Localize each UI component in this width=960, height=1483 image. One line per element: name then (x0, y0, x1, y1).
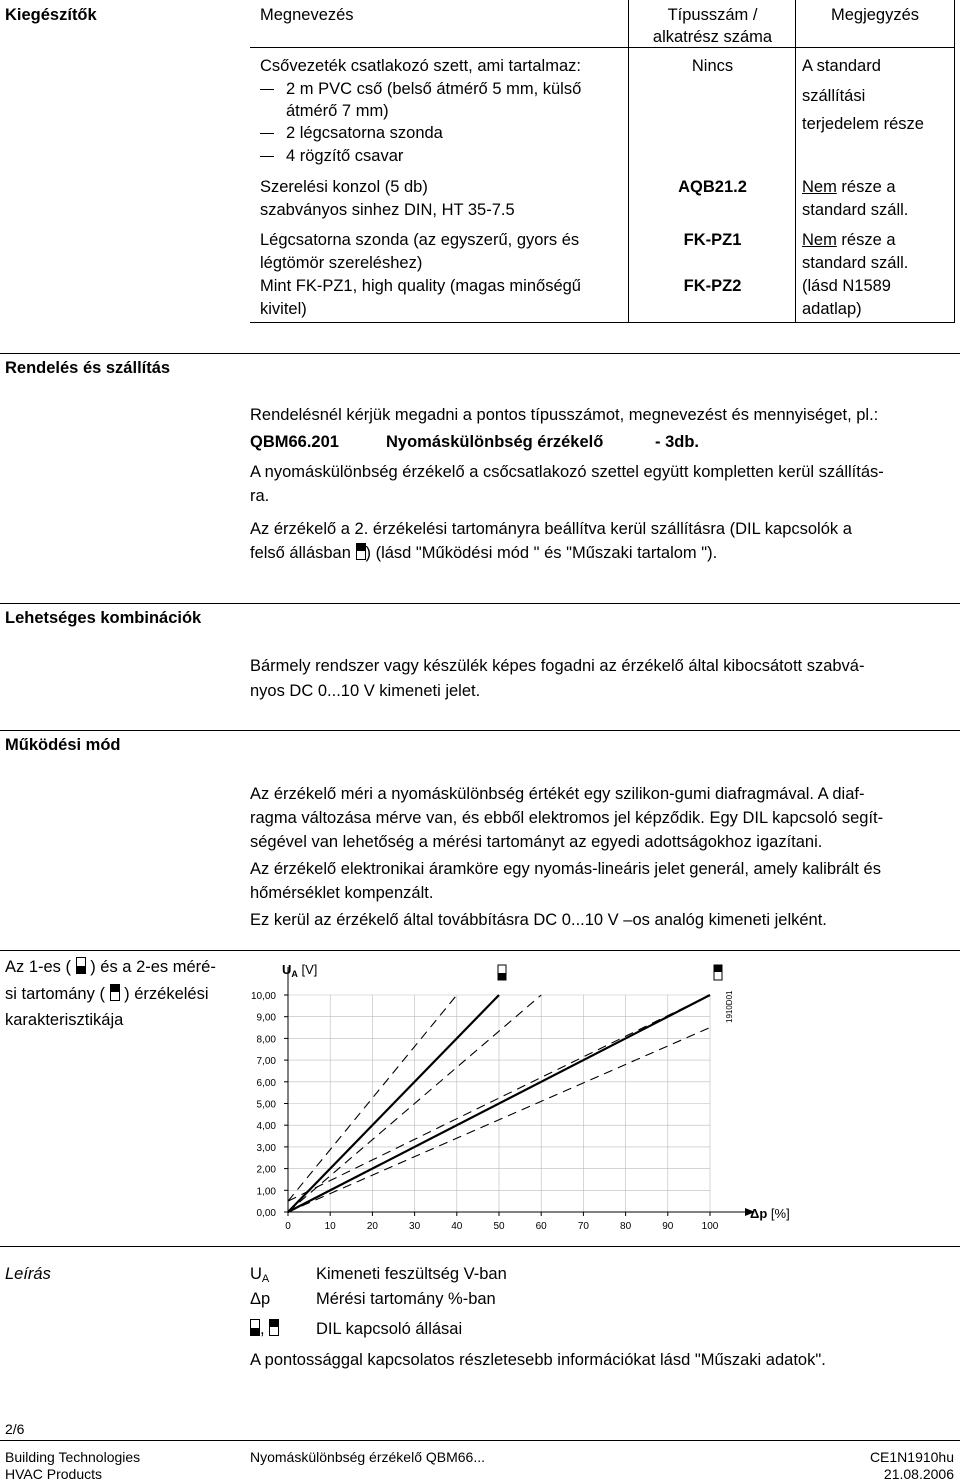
row3-note: Nem része a (802, 231, 896, 249)
page-number: 2/6 (5, 1421, 25, 1437)
chart-y-ticks (251, 991, 288, 1219)
section-title-legend: Leírás (5, 1265, 51, 1283)
table-rule (250, 322, 955, 323)
footer-product: Nyomáskülönbség érzékelő QBM66... (250, 1449, 485, 1465)
table-divider (954, 0, 955, 323)
operation-text: hőmérséklet kompenzált. (250, 884, 434, 902)
y-tick-label: 5,00 (256, 1099, 276, 1111)
row2-name: szabványos sinhez DIN, HT 35-7.5 (260, 201, 515, 219)
section-title-operation: Működési mód (5, 736, 121, 754)
x-tick-label: 70 (577, 1221, 589, 1232)
y-axis-label: $U_A$ [V] (282, 962, 318, 979)
x-tick-label: 30 (409, 1221, 421, 1232)
footer-date: 21.08.2006 (883, 1466, 954, 1482)
x-tick-label: 60 (535, 1221, 547, 1232)
section-rule (0, 353, 960, 354)
row3-type-1: FK-PZ1 (683, 231, 742, 249)
section-title-combinations: Lehetséges kombinációk (5, 609, 202, 627)
y-tick-label: 2,00 (256, 1164, 276, 1176)
ordering-text: ra. (250, 487, 270, 505)
characteristic-label: Az 1-es ( ) és a 2-es méré- (5, 958, 216, 976)
row1-item: 2 légcsatorna szonda (260, 122, 443, 145)
table-divider (628, 0, 629, 323)
table-divider (795, 0, 796, 323)
chart-x-ticks (285, 1212, 719, 1232)
bullet-dash (260, 156, 274, 157)
operation-text: ragma változása mérve van, és ebből elektromos jel képződik. Egy DIL kapcsoló segít- (250, 809, 884, 827)
combinations-text: Bármely rendszer vagy készülék képes fogadni az érzékelő által kibocsátott szabvá- (250, 657, 865, 675)
x-tick-label: 0 (285, 1221, 291, 1232)
section-rule (0, 1246, 960, 1247)
row1-title: Csővezeték csatlakozó szett, ami tartalmaz: (260, 57, 581, 75)
row2-note: Nem része a (802, 178, 896, 196)
dil-switch-up-icon (356, 543, 366, 560)
x-tick-label: 20 (366, 1221, 378, 1232)
dil-switch-down-icon (498, 965, 506, 980)
row2-type: AQB21.2 (678, 178, 747, 196)
operation-text: ségével van lehetőség a mérési tartományt az egyedi adottságokhoz igazítani. (250, 833, 823, 851)
row3-note: (lásd N1589 (802, 277, 891, 295)
ordering-example-name: Nyomáskülönbség érzékelő (386, 433, 604, 451)
y-tick-label: 10,00 (250, 991, 276, 1002)
row1-note: terjedelem része (802, 115, 924, 133)
footer-rule (0, 1440, 960, 1441)
operation-text: Az érzékelő méri a nyomáskülönbség értékét egy szilikon-gumi diafragmával. A diaf- (250, 785, 865, 803)
bullet-dash (260, 89, 274, 90)
row3-name: kivitel) (260, 300, 307, 318)
row3-name: Légcsatorna szonda (az egyszerű, gyors és (260, 231, 580, 249)
characteristic-chart (240, 955, 800, 1240)
y-tick-label: 6,00 (256, 1077, 276, 1089)
row1-type: Nincs (691, 57, 734, 75)
legend-dp-desc: Mérési tartomány %-ban (316, 1290, 496, 1308)
bullet-dash (260, 133, 274, 134)
characteristic-label: si tartomány ( ) érzékelési (5, 985, 209, 1003)
row2-name: Szerelési konzol (5 db) (260, 178, 428, 196)
legend-ua-desc: Kimeneti feszültség V-ban (316, 1265, 507, 1283)
x-tick-label: 80 (620, 1221, 632, 1232)
dil-switch-down-icon (250, 1319, 260, 1336)
x-tick-label: 90 (662, 1221, 674, 1232)
dil-switch-down-icon (76, 957, 86, 974)
footer-doc-code: CE1N1910hu (869, 1449, 954, 1465)
x-tick-label: 50 (493, 1221, 505, 1232)
x-tick-label: 10 (324, 1221, 336, 1232)
x-tick-label: 40 (451, 1221, 463, 1232)
legend-note: A pontossággal kapcsolatos részletesebb információkat lásd "Műszaki adatok". (250, 1351, 826, 1369)
footer-division: HVAC Products (5, 1466, 102, 1482)
row1-item: 2 m PVC cső (belső átmérő 5 mm, külső (260, 78, 581, 101)
section-rule (0, 730, 960, 731)
y-tick-label: 4,00 (256, 1121, 276, 1133)
row1-note: A standard (802, 57, 881, 75)
footer-company: Building Technologies (5, 1449, 141, 1465)
section-title-accessories: Kiegészítők (5, 6, 97, 24)
section-rule (0, 950, 960, 951)
y-tick-label: 0,00 (256, 1208, 276, 1219)
ordering-example-code: QBM66.201 (250, 433, 339, 451)
col-header-name: Megnevezés (260, 6, 354, 24)
row3-name: Mint FK-PZ1, high quality (magas minőségű (260, 277, 581, 295)
y-tick-label: 1,00 (256, 1186, 276, 1198)
row3-note: standard száll. (802, 254, 909, 272)
ordering-text: A nyomáskülönbség érzékelő a csőcsatlakozó szettel együtt kompletten kerül szállítás- (250, 463, 884, 481)
row1-item: 4 rögzítő csavar (260, 145, 403, 168)
ordering-text: Az érzékelő a 2. érzékelési tartományra beállítva kerül szállításra (DIL kapcsolók a (250, 520, 852, 538)
operation-text: Az érzékelő elektronikai áramköre egy nyomás-lineáris jelet generál, amely kalibrált és (250, 860, 881, 878)
chart-code: 1910D01 (725, 990, 734, 1023)
row3-type-2: FK-PZ2 (683, 277, 742, 295)
characteristic-label: karakterisztikája (5, 1011, 124, 1029)
legend-dil-desc: DIL kapcsoló állásai (316, 1320, 463, 1338)
x-axis-label: Δp [%] (750, 1206, 790, 1221)
col-header-note: Megjegyzés (830, 6, 920, 24)
combinations-text: nyos DC 0...10 V kimeneti jelet. (250, 682, 481, 700)
ordering-example-qty: - 3db. (655, 433, 699, 451)
x-tick-label: 100 (701, 1221, 719, 1232)
col-header-type-1: Típusszám / (667, 6, 758, 24)
y-tick-label: 8,00 (256, 1034, 276, 1046)
row1-note: szállítási (802, 87, 866, 105)
dil-switch-up-icon (110, 984, 120, 1001)
ordering-text: Rendelésnél kérjük megadni a pontos típusszámot, megnevezést és mennyiséget, pl.: (250, 406, 879, 424)
row1-item: átmérő 7 mm) (286, 102, 389, 120)
y-tick-label: 9,00 (256, 1012, 276, 1024)
dil-switch-up-icon (269, 1319, 279, 1336)
row2-note: standard száll. (802, 201, 909, 219)
operation-text: Ez kerül az érzékelő által továbbításra DC 0...10 V –os analóg kimeneti jelként. (250, 911, 827, 929)
y-tick-label: 3,00 (256, 1142, 276, 1154)
section-title-ordering: Rendelés és szállítás (5, 359, 171, 377)
row3-name: légtömör szereléshez) (260, 254, 423, 272)
section-rule (0, 603, 960, 604)
col-header-type-2: alkatrész száma (652, 28, 773, 46)
legend-dp-symbol: Δp (250, 1290, 271, 1308)
legend-ua-symbol: UA (250, 1265, 270, 1285)
y-tick-label: 7,00 (256, 1056, 276, 1068)
table-rule (250, 47, 955, 48)
dil-switch-up-icon (714, 965, 722, 980)
row3-note: adatlap) (802, 300, 862, 318)
legend-dil-symbols: , (250, 1318, 279, 1341)
ordering-text: felső állásban ) (lásd "Működési mód " és "Műszaki tartalom "). (250, 544, 718, 562)
